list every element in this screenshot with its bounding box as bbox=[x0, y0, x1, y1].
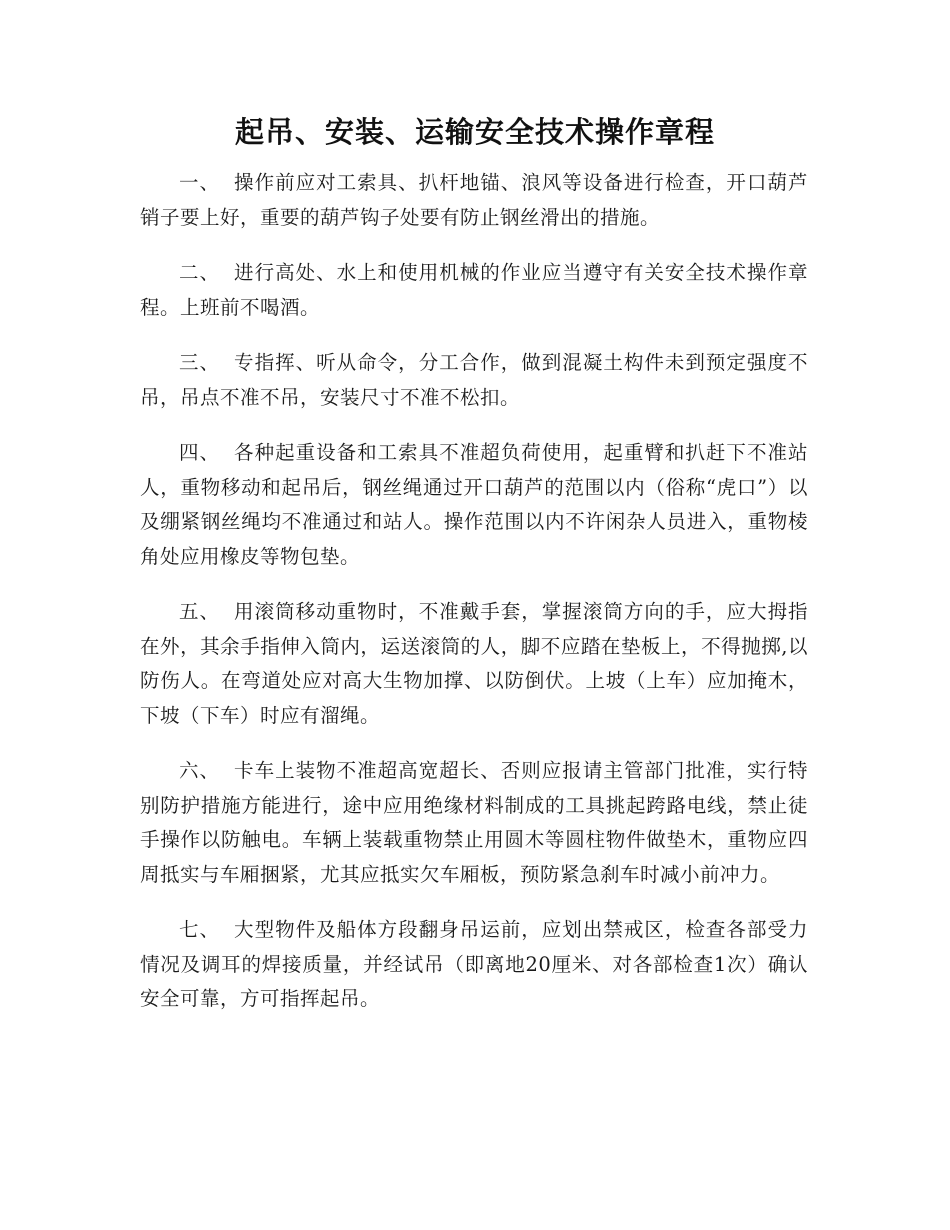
paragraph-2 bbox=[140, 256, 808, 325]
paragraph-text: 各种起重设备和工索具不准超负荷使用，起重臂和扒赶下不准站人，重物移动和起吊后，钢丝绳通过开口葫芦的范围以内（俗称“虎口”）以及绷紧钢丝绳均不准通过和站人。操作范围以内不许闲杂人员进入，重物棱角处应用橡皮等物包垫。 bbox=[140, 441, 808, 568]
paragraph-text: 大型物件及船体方段翻身吊运前，应划出禁戒区，检查各部受力情况及调耳的焊接质量，并经试吊（即离地20厘米、对各部检查1次）确认安全可靠，方可指挥起吊。 bbox=[140, 918, 808, 1010]
paragraph-number: 四、 bbox=[179, 441, 221, 464]
paragraph-text: 用滚筒移动重物时，不准戴手套，掌握滚筒方向的手，应大拇指在外，其余手指伸入筒内，运送滚筒的人，脚不应踏在垫板上，不得抛掷,以防伤人。在弯道处应对高大生物加撑、以防倒伏。上坡（上车）应加掩木，下坡（下车）时应有溜绳。 bbox=[140, 600, 808, 727]
paragraph-7 bbox=[140, 913, 808, 1017]
paragraph-number: 三、 bbox=[179, 351, 221, 374]
paragraph-text: 专指挥、听从命令，分工合作，做到混凝土构件未到预定强度不吊，吊点不准不吊，安装尺寸不准不松扣。 bbox=[140, 351, 808, 409]
paragraph-number: 二、 bbox=[179, 261, 221, 284]
paragraph-1 bbox=[140, 166, 808, 235]
paragraph-5 bbox=[140, 595, 808, 733]
paragraph-number: 七、 bbox=[179, 918, 221, 941]
paragraph-4 bbox=[140, 436, 808, 574]
paragraph-number: 一、 bbox=[179, 171, 221, 194]
document-title: 起吊、安装、运输安全技术操作章程 bbox=[234, 115, 715, 149]
document-body bbox=[140, 166, 808, 1038]
paragraph-number: 五、 bbox=[179, 600, 221, 623]
paragraph-text: 进行高处、水上和使用机械的作业应当遵守有关安全技术操作章程。上班前不喝酒。 bbox=[140, 261, 808, 319]
paragraph-3 bbox=[140, 346, 808, 415]
paragraph-6 bbox=[140, 754, 808, 892]
paragraph-text: 卡车上装物不准超高宽超长、否则应报请主管部门批准，实行特别防护措施方能进行，途中应用绝缘材料制成的工具挑起跨路电线，禁止徒手操作以防触电。车辆上装载重物禁止用圆木等圆柱物件做垫木，重物应四周抵实与车厢捆紧，尤其应抵实欠车厢板，预防紧急刹车时减小前冲力。 bbox=[140, 759, 808, 886]
paragraph-number: 六、 bbox=[179, 759, 221, 782]
paragraph-text: 操作前应对工索具、扒杆地锚、浪风等设备进行检查，开口葫芦销子要上好，重要的葫芦钩子处要有防止钢丝滑出的措施。 bbox=[140, 171, 808, 229]
